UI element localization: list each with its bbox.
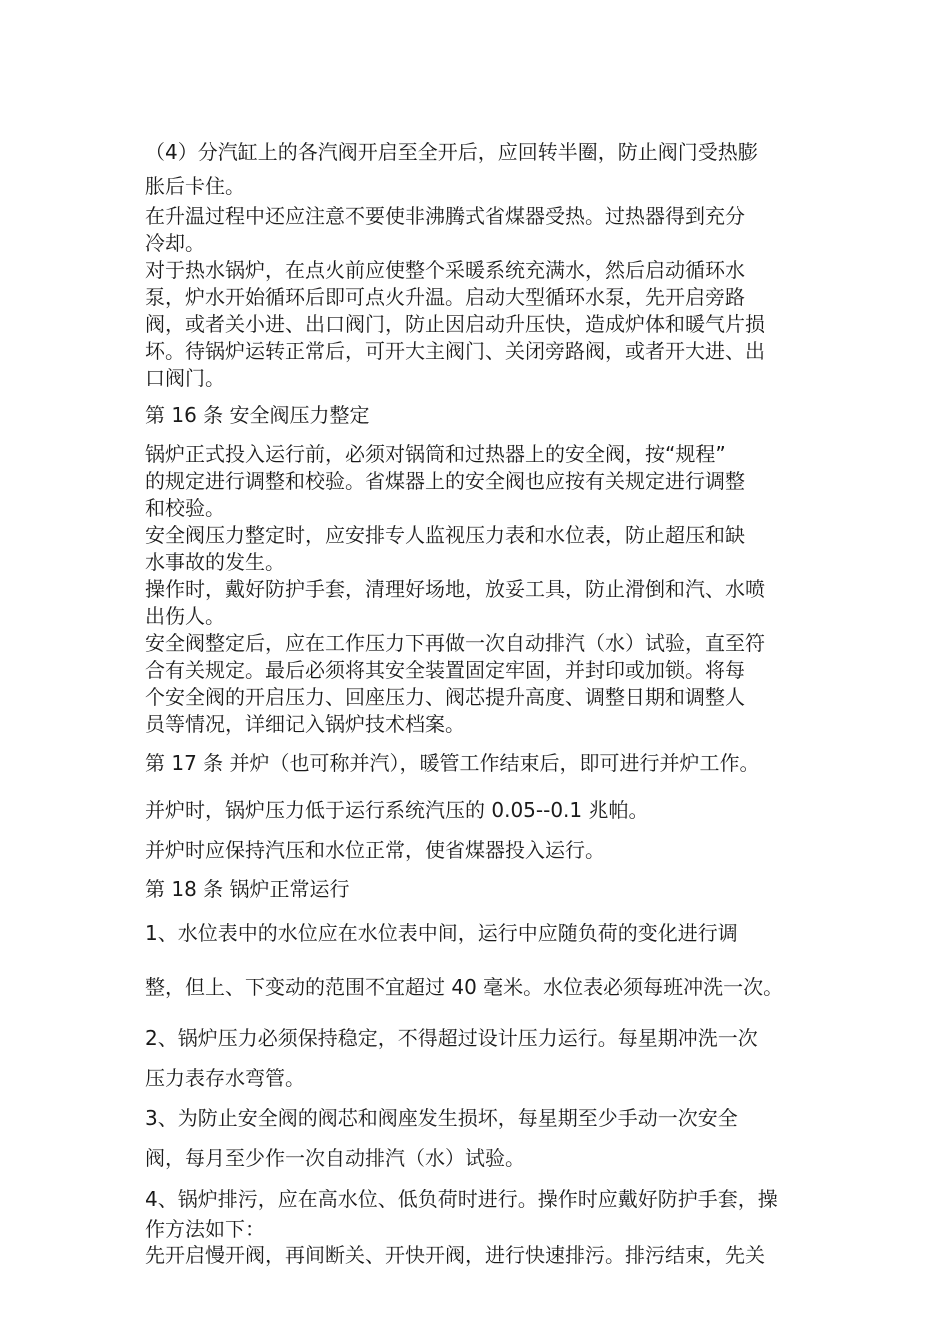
text-line: 口阀门。 bbox=[145, 366, 225, 390]
text-line: 出伤人。 bbox=[145, 604, 225, 628]
text-line: 胀后卡住。 bbox=[145, 174, 245, 198]
section-heading bbox=[145, 750, 815, 777]
text-line: 安全阀压力整定时，应安排专人监视压力表和水位表，防止超压和缺 bbox=[145, 523, 745, 547]
section-heading bbox=[145, 402, 815, 429]
paragraph bbox=[145, 630, 815, 738]
text-line: 3、为防止安全阀的阀芯和阀座发生损坏，每星期至少手动一次安全 bbox=[145, 1106, 738, 1130]
paragraph bbox=[145, 441, 815, 522]
text-line: 冷却。 bbox=[145, 231, 205, 255]
text-line: 第 17 条 并炉（也可称并汽），暖管工作结束后，即可进行并炉工作。 bbox=[145, 751, 760, 775]
text-line: 阀，或者关小进、出口阀门，防止因启动升压快，造成炉体和暖气片损 bbox=[145, 312, 765, 336]
text-line: 在升温过程中还应注意不要使非沸腾式省煤器受热。过热器得到充分 bbox=[145, 204, 745, 228]
section-heading bbox=[145, 876, 815, 903]
text-line: （4）分汽缸上的各汽阀开启至全开后，应回转半圈，防止阀门受热膨 bbox=[145, 140, 758, 164]
text-line: 并炉时，锅炉压力低于运行系统汽压的 0.05--0.1 兆帕。 bbox=[145, 798, 649, 822]
paragraph bbox=[145, 837, 815, 864]
text-line: 压力表存水弯管。 bbox=[145, 1066, 305, 1090]
paragraph bbox=[145, 1018, 815, 1098]
text-line: 个安全阀的开启压力、回座压力、阀芯提升高度、调整日期和调整人 bbox=[145, 685, 745, 709]
text-line: 和校验。 bbox=[145, 496, 225, 520]
paragraph bbox=[145, 910, 815, 1010]
text-line: 2、锅炉压力必须保持稳定，不得超过设计压力运行。每星期冲洗一次 bbox=[145, 1026, 758, 1050]
paragraph bbox=[145, 522, 815, 576]
text-line: 坏。待锅炉运转正常后，可开大主阀门、关闭旁路阀，或者开大进、出 bbox=[145, 339, 765, 363]
text-line: 泵，炉水开始循环后即可点火升温。启动大型循环水泵，先开启旁路 bbox=[145, 285, 745, 309]
text-line: 安全阀整定后，应在工作压力下再做一次自动排汽（水）试验，直至符 bbox=[145, 631, 765, 655]
paragraph bbox=[145, 1098, 815, 1178]
text-line: 的规定进行调整和校验。省煤器上的安全阀也应按有关规定进行调整 bbox=[145, 469, 745, 493]
text-line: 锅炉正式投入运行前，必须对锅筒和过热器上的安全阀，按“规程” bbox=[145, 442, 726, 466]
text-line: 4、锅炉排污，应在高水位、低负荷时进行。操作时应戴好防护手套，操 bbox=[145, 1187, 778, 1211]
document-body bbox=[145, 130, 815, 1269]
text-line: 整，但上、下变动的范围不宜超过 40 毫米。水位表必须每班冲洗一次。 bbox=[145, 975, 784, 999]
text-line: 并炉时应保持汽压和水位正常，使省煤器投入运行。 bbox=[145, 838, 605, 862]
paragraph bbox=[145, 1242, 815, 1269]
text-line: 第 18 条 锅炉正常运行 bbox=[145, 877, 350, 901]
text-line: 阀，每月至少作一次自动排汽（水）试验。 bbox=[145, 1146, 525, 1170]
paragraph bbox=[145, 576, 815, 630]
text-line: 1、水位表中的水位应在水位表中间，运行中应随负荷的变化进行调 bbox=[145, 921, 738, 945]
text-line: 合有关规定。最后必须将其安全装置固定牢固，并封印或加锁。将每 bbox=[145, 658, 745, 682]
paragraph bbox=[145, 257, 815, 392]
paragraph bbox=[145, 135, 815, 203]
paragraph bbox=[145, 797, 815, 824]
text-line: 作方法如下： bbox=[145, 1217, 265, 1241]
paragraph bbox=[145, 203, 815, 257]
paragraph bbox=[145, 1182, 815, 1242]
text-line: 先开启慢开阀，再间断关、开快开阀，进行快速排污。排污结束，先关 bbox=[145, 1243, 765, 1267]
text-line: 第 16 条 安全阀压力整定 bbox=[145, 403, 370, 427]
text-line: 对于热水锅炉，在点火前应使整个采暖系统充满水，然后启动循环水 bbox=[145, 258, 745, 282]
text-line: 操作时，戴好防护手套，清理好场地，放妥工具，防止滑倒和汽、水喷 bbox=[145, 577, 765, 601]
text-line: 员等情况，详细记入锅炉技术档案。 bbox=[145, 712, 465, 736]
text-line: 水事故的发生。 bbox=[145, 550, 285, 574]
